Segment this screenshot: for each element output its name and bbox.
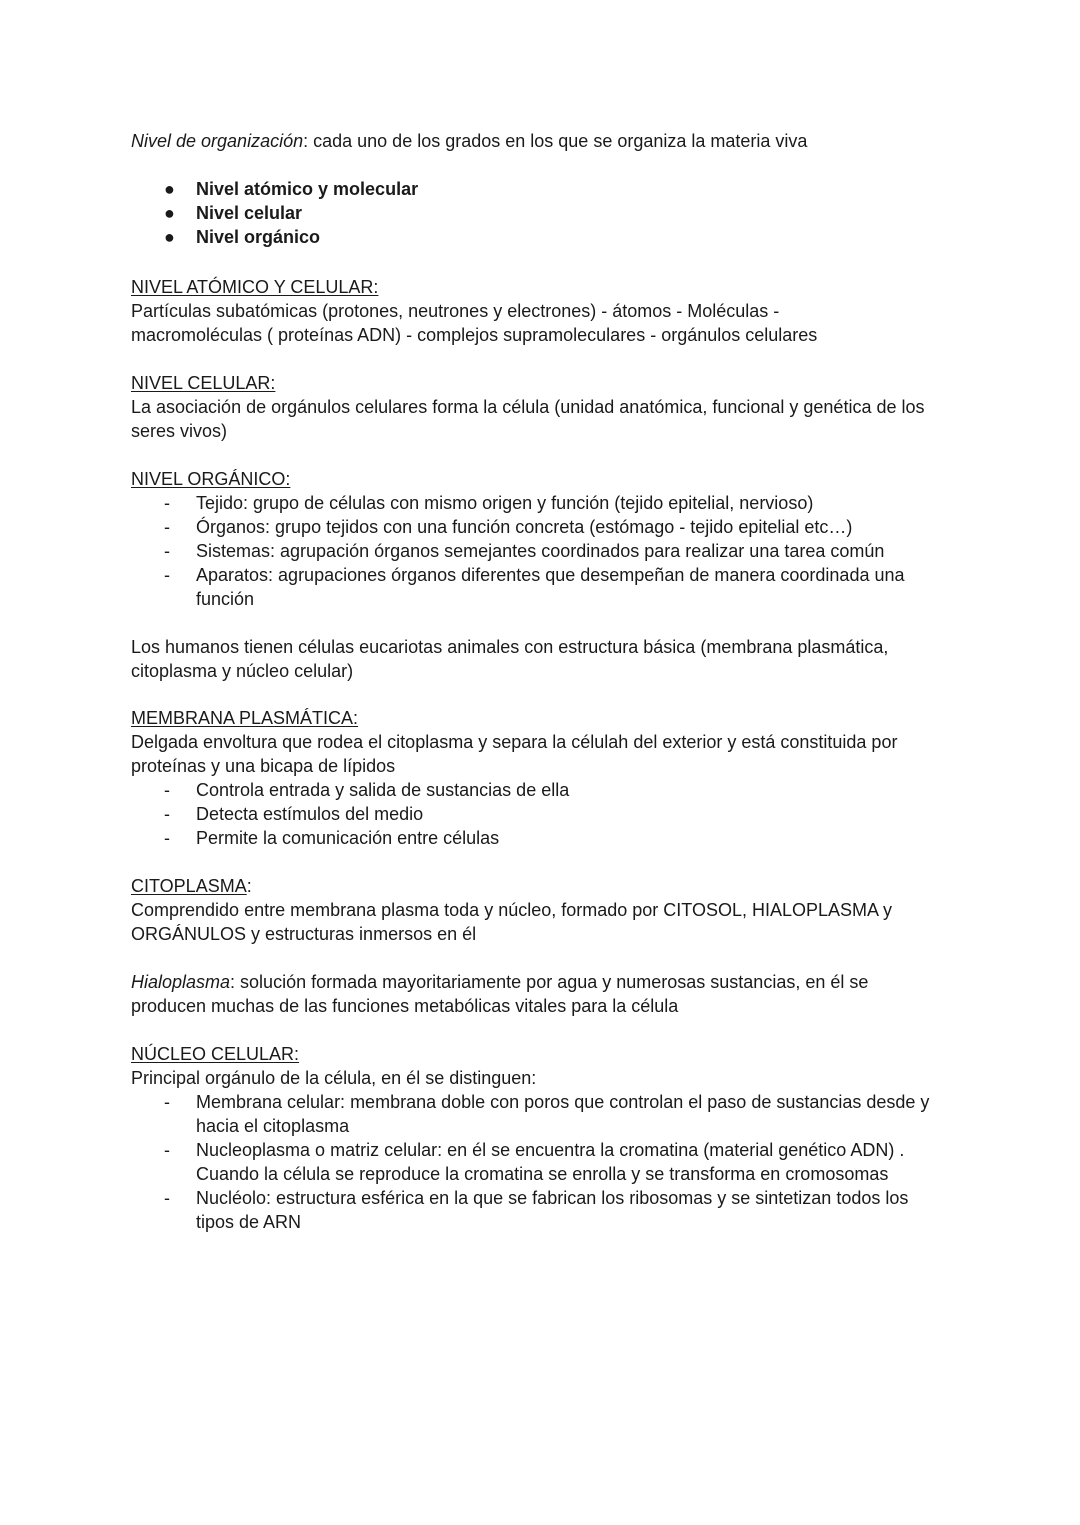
list-item: [131, 1138, 941, 1186]
list-item: [131, 778, 941, 802]
intro-text: : cada uno de los grados en los que se organiza la materia viva: [303, 131, 808, 151]
list-item-text: Nivel celular: [196, 203, 303, 223]
list-item-text: Sistemas: agrupación órganos semejantes coordinados para realizar una tarea común: [196, 541, 885, 561]
section-atomico: [131, 275, 941, 347]
list-item: [131, 563, 941, 611]
section-heading: CITOPLASMA: [131, 876, 247, 896]
list-item-text: Controla entrada y salida de sustancias de ella: [196, 780, 570, 800]
heading-colon: :: [246, 876, 252, 896]
dash-icon: -: [164, 780, 170, 800]
list-item: [131, 826, 941, 850]
dash-icon: -: [164, 1188, 170, 1208]
intro-term: Nivel de organización: [131, 131, 304, 151]
section-heading: NIVEL ORGÁNICO:: [131, 469, 291, 489]
section-heading: NIVEL ATÓMICO Y CELULAR:: [131, 277, 379, 297]
list-item: [131, 539, 941, 563]
dash-icon: -: [164, 565, 170, 585]
list-item: [131, 802, 941, 826]
section-heading: MEMBRANA PLASMÁTICA:: [131, 708, 359, 728]
section-text: Partículas subatómicas (protones, neutrones y electrones) - átomos - Moléculas - macromoléculas ( proteínas ADN) - complejos supramoleculares - orgánulos celulares: [131, 301, 818, 345]
section-text: Comprendido entre membrana plasma toda y núcleo, formado por CITOSOL, HIALOPLASMA y ORGÁNULOS y estructuras inmersos en él: [131, 900, 893, 944]
section-membrana: [131, 706, 941, 850]
hialoplasma-text: : solución formada mayoritariamente por agua y numerosas sustancias, en él se producen muchas de las funciones metabólicas vitales para la célula: [131, 972, 869, 1016]
section-celular: [131, 371, 941, 443]
list-item: [131, 491, 941, 515]
section-heading: NÚCLEO CELULAR:: [131, 1044, 300, 1064]
dash-icon: -: [164, 517, 170, 537]
list-item-text: Aparatos: agrupaciones órganos diferentes que desempeñan de manera coordinada una función: [196, 565, 905, 609]
list-item: [131, 515, 941, 539]
intro-definition: [131, 129, 941, 153]
list-item-text: Tejido: grupo de células con mismo origen y función (tejido epitelial, nervioso): [196, 493, 814, 513]
list-item-text: Nucléolo: estructura esférica en la que se fabrican los ribosomas y se sintetizan todos los tipos de ARN: [196, 1188, 909, 1232]
hialoplasma-term: Hialoplasma: [131, 972, 231, 992]
dash-icon: -: [164, 493, 170, 513]
list-item: [131, 201, 941, 225]
levels-list: [131, 177, 941, 249]
list-item-text: Nucleoplasma o matriz celular: en él se encuentra la cromatina (material genético ADN) . Cuando la célula se reproduce la cromatina se enrolla y se transforma en cromosomas: [196, 1140, 905, 1184]
list-item: [131, 177, 941, 201]
section-organico: [131, 467, 941, 611]
hialoplasma-definition: [131, 970, 891, 1018]
section-citoplasma: [131, 874, 941, 946]
list-item: [131, 225, 941, 249]
list-item: [131, 1090, 941, 1138]
list-item-text: Detecta estímulos del medio: [196, 804, 424, 824]
list-item-text: Permite la comunicación entre células: [196, 828, 500, 848]
section-text: La asociación de orgánulos celulares forma la célula (unidad anatómica, funcional y genética de los seres vivos): [131, 397, 925, 441]
dash-icon: -: [164, 1140, 170, 1160]
dash-icon: -: [164, 541, 170, 561]
list-item-text: Nivel atómico y molecular: [196, 179, 419, 199]
list-item: [131, 1186, 941, 1234]
section-heading: NIVEL CELULAR:: [131, 373, 276, 393]
bullet-icon: ●: [164, 179, 175, 199]
humanos-paragraph: Los humanos tienen células eucariotas animales con estructura básica (membrana plasmática, citoplasma y núcleo celular): [131, 637, 889, 681]
list-item-text: Nivel orgánico: [196, 227, 321, 247]
bullet-icon: ●: [164, 203, 175, 223]
bullet-icon: ●: [164, 227, 175, 247]
dash-icon: -: [164, 828, 170, 848]
section-nucleo: [131, 1042, 941, 1234]
section-text: Delgada envoltura que rodea el citoplasma y separa la célulah del exterior y está constituida por proteínas y una bicapa de lípidos: [131, 732, 898, 776]
list-item-text: Membrana celular: membrana doble con poros que controlan el paso de sustancias desde y hacia el citoplasma: [196, 1092, 930, 1136]
list-item-text: Órganos: grupo tejidos con una función concreta (estómago - tejido epitelial etc…): [196, 517, 853, 537]
section-text: Principal orgánulo de la célula, en él se distinguen:: [131, 1068, 537, 1088]
dash-icon: -: [164, 804, 170, 824]
dash-icon: -: [164, 1092, 170, 1112]
